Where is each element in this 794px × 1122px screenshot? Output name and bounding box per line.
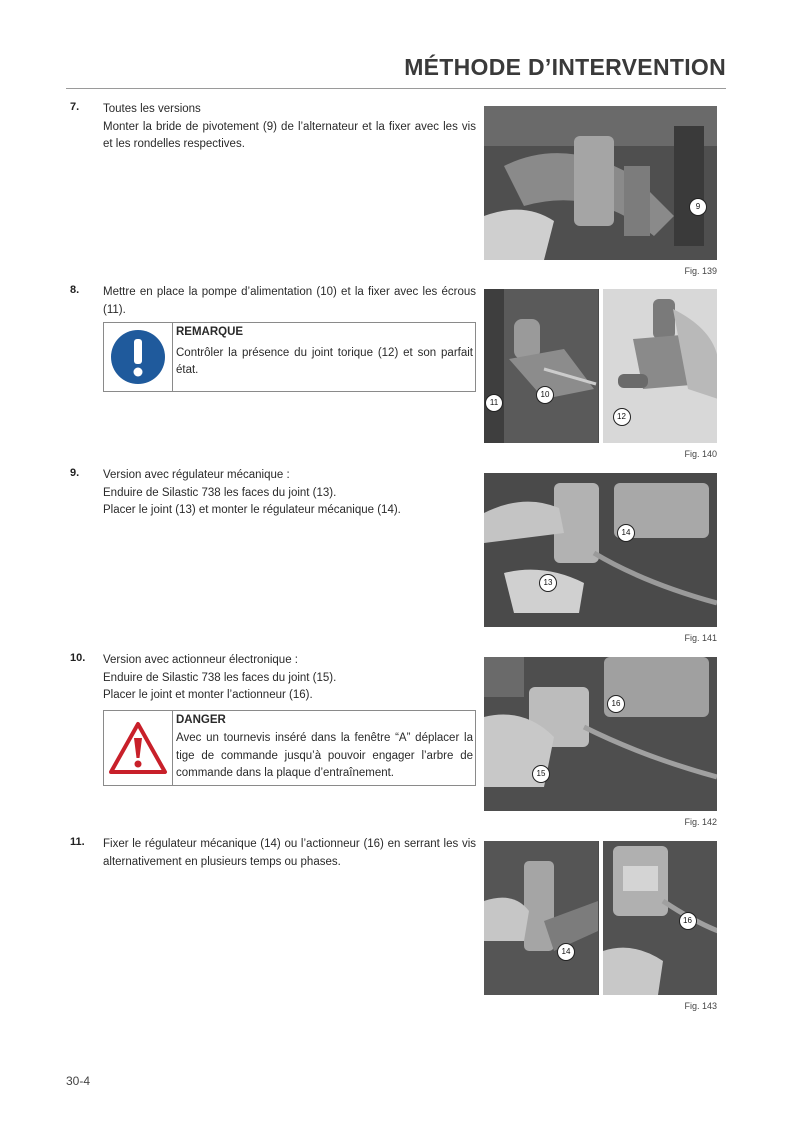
remarque-title: REMARQUE <box>176 326 244 338</box>
callout-14: 14 <box>557 943 575 961</box>
pump-photo-left <box>484 289 599 443</box>
actuator-photo <box>484 657 717 811</box>
step-line: Enduire de Silastic 738 les faces du joint (13). <box>103 486 337 499</box>
step-number: 11. <box>70 836 85 848</box>
figure-142 <box>484 657 717 827</box>
fixing-photo-right <box>603 841 718 995</box>
step-line: Enduire de Silastic 738 les faces du joint (15). <box>103 671 337 684</box>
exclamation-circle-icon <box>104 323 173 391</box>
fixing-photo-pair <box>484 841 717 995</box>
danger-box <box>103 710 476 786</box>
step-text <box>103 652 476 705</box>
step-11 <box>70 836 476 871</box>
step-line: Toutes les versions <box>103 103 201 115</box>
callout-16: 16 <box>679 912 697 930</box>
step-line: Mettre en place la pompe d’alimentation (10) et la fixer avec les écrous (11). <box>103 286 476 316</box>
step-7 <box>70 101 476 154</box>
step-text <box>103 284 476 319</box>
step-number: 8. <box>70 284 80 296</box>
step-line: Fixer le régulateur mécanique (14) ou l’actionneur (16) en serrant les vis alternativement en plusieurs temps ou phases. <box>103 838 476 868</box>
figure-143 <box>484 841 717 1011</box>
step-line: Placer le joint (13) et monter le régulateur mécanique (14). <box>103 504 401 516</box>
step-number: 7. <box>70 101 80 113</box>
danger-title: DANGER <box>176 713 226 726</box>
remarque-content <box>173 323 475 391</box>
remarque-box <box>103 322 476 392</box>
callout-16: 16 <box>607 695 625 713</box>
step-line: Monter la bride de pivotement (9) de l’alternateur et la fixer avec les vis et les rondelles respectives. <box>103 120 476 150</box>
remarque-text: Contrôler la présence du joint torique (12) et son parfait état. <box>176 346 473 376</box>
step-8 <box>70 284 476 392</box>
step-number: 9. <box>70 467 80 479</box>
danger-text: Avec un tournevis inséré dans la fenêtre “A” déplacer la tige de commande jusqu’à pouvoir engager l’arbre de commande dans la plaque d’entraînement. <box>176 732 473 779</box>
callout-11: 11 <box>485 394 503 412</box>
figure-caption: Fig. 140 <box>684 449 717 459</box>
figure-139 <box>484 106 717 276</box>
step-number: 10. <box>70 652 86 664</box>
header-divider <box>66 88 726 89</box>
callout-15: 15 <box>532 765 550 783</box>
pump-photo-pair <box>484 289 717 443</box>
step-line: Placer le joint et monter l’actionneur (16). <box>103 689 313 701</box>
step-text <box>103 101 476 154</box>
callout-12: 12 <box>613 408 631 426</box>
step-text <box>103 836 476 871</box>
figure-caption: Fig. 142 <box>684 817 717 827</box>
step-9 <box>70 467 476 520</box>
page-number: 30-4 <box>66 1074 91 1088</box>
figure-140 <box>484 289 717 459</box>
callout-14: 14 <box>617 524 635 542</box>
step-line: Version avec régulateur mécanique : <box>103 469 290 481</box>
engine-photo <box>484 106 717 260</box>
step-text <box>103 467 476 520</box>
fixing-photo-left <box>484 841 599 995</box>
danger-content <box>173 711 475 785</box>
figure-141 <box>484 473 717 643</box>
step-10 <box>70 652 476 786</box>
figure-caption: Fig. 139 <box>684 266 717 276</box>
pump-photo-right <box>603 289 718 443</box>
callout-10: 10 <box>536 386 554 404</box>
figure-caption: Fig. 141 <box>684 633 717 643</box>
step-line: Version avec actionneur électronique : <box>103 654 298 666</box>
figure-caption: Fig. 143 <box>684 1001 717 1011</box>
callout-13: 13 <box>539 574 557 592</box>
regulator-photo <box>484 473 717 627</box>
page-title: MÉTHODE D’INTERVENTION <box>404 54 726 80</box>
callout-9: 9 <box>689 198 707 216</box>
warning-triangle-icon <box>104 711 173 785</box>
